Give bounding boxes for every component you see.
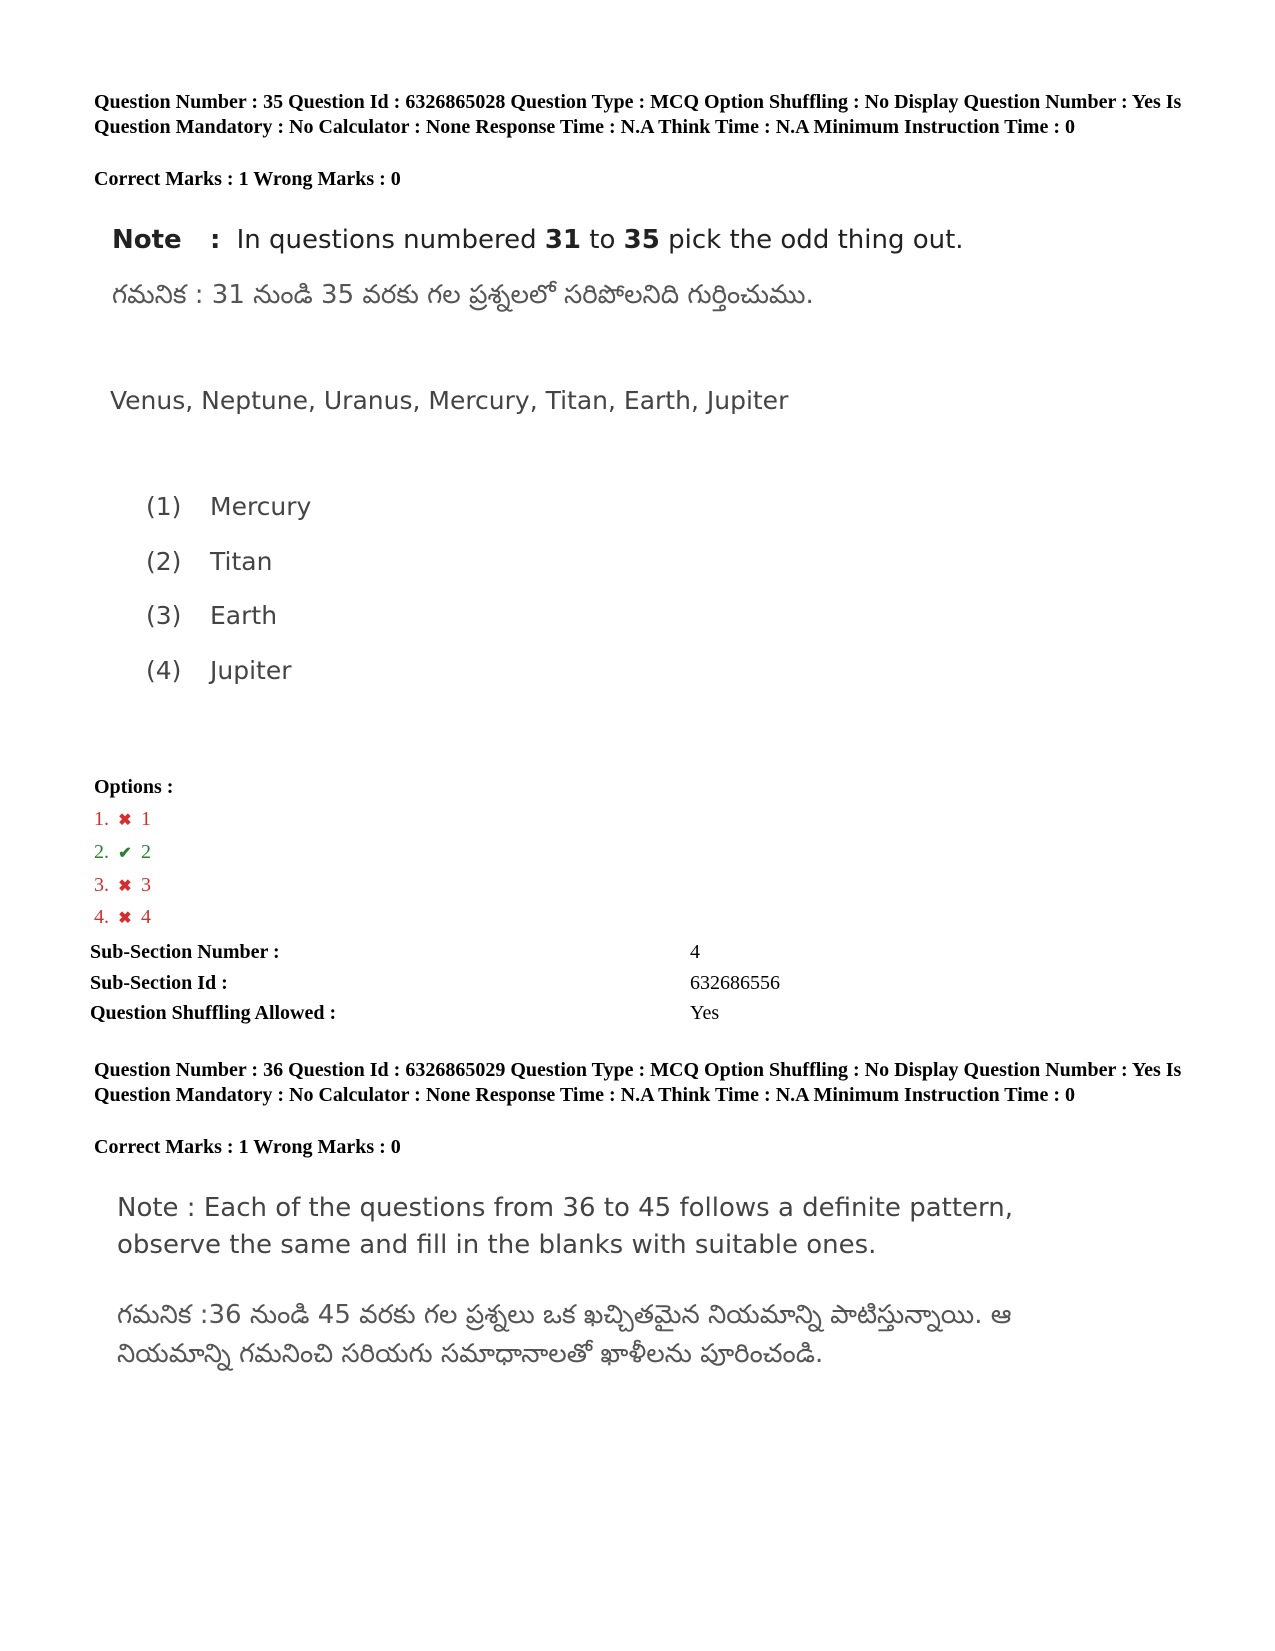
note-label: Note bbox=[112, 225, 182, 255]
choice-text: Jupiter bbox=[210, 656, 292, 685]
note-mid: to bbox=[589, 225, 616, 255]
choice-text: Titan bbox=[210, 547, 273, 576]
option-1 bbox=[94, 808, 151, 831]
option-value: 3 bbox=[141, 874, 151, 896]
note-post: pick the odd thing out. bbox=[668, 225, 964, 255]
option-2 bbox=[94, 841, 151, 864]
note-colon: : bbox=[209, 225, 221, 255]
note-n1: 31 bbox=[544, 225, 582, 255]
sub-section-id-row bbox=[90, 972, 780, 995]
choice-num: (2) bbox=[146, 547, 182, 576]
question-36-marks: Correct Marks : 1 Wrong Marks : 0 bbox=[94, 1136, 401, 1158]
wrong-icon: ✖ bbox=[118, 812, 132, 829]
choice-3 bbox=[146, 601, 277, 630]
choice-num: (4) bbox=[146, 656, 182, 685]
question-36-meta: Question Number : 36 Question Id : 6326865029 Question Type : MCQ Option Shuffling : No Display Question Number : Yes Is Question Mandatory : No Calculator : None Response Time : N.A Think Time : N.A Minimum Instruction Time : 0 bbox=[94, 1059, 1182, 1106]
option-index: 1. bbox=[94, 808, 109, 830]
option-value: 4 bbox=[141, 906, 151, 928]
question-shuffling-label: Question Shuffling Allowed : bbox=[90, 1002, 337, 1024]
options-label: Options : bbox=[94, 776, 174, 798]
choice-num: (1) bbox=[146, 492, 182, 521]
sub-section-id-label: Sub-Section Id : bbox=[90, 972, 228, 994]
choice-text: Mercury bbox=[210, 492, 312, 521]
question-35-meta: Question Number : 35 Question Id : 6326865028 Question Type : MCQ Option Shuffling : No Display Question Number : Yes Is Question Mandatory : No Calculator : None Response Time : N.A Think Time : N.A Minimum Instruction Time : 0 bbox=[94, 91, 1182, 138]
note-pre: In questions numbered bbox=[236, 225, 537, 255]
question-35-telugu-note: గమనిక : 31 నుండి 35 వరకు గల ప్రశ్నలలో సరిపోలనిది గుర్తించుము. bbox=[112, 280, 814, 310]
question-36-note: Note : Each of the questions from 36 to 45 follows a definite pattern, observe the same and fill in the blanks with suitable ones. bbox=[117, 1193, 1013, 1260]
question-shuffling-row bbox=[90, 1002, 719, 1025]
sub-section-number-row bbox=[90, 941, 700, 964]
sub-section-id-value: 632686556 bbox=[690, 972, 780, 994]
option-value: 1 bbox=[141, 808, 151, 830]
choice-text: Earth bbox=[210, 601, 278, 630]
question-35-series: Venus, Neptune, Uranus, Mercury, Titan, Earth, Jupiter bbox=[110, 386, 789, 415]
note-n2: 35 bbox=[623, 225, 660, 255]
option-3 bbox=[94, 874, 151, 897]
option-index: 4. bbox=[94, 906, 109, 928]
check-icon: ✔ bbox=[118, 845, 132, 862]
choice-4 bbox=[146, 656, 292, 685]
choice-1 bbox=[146, 492, 311, 521]
sub-section-number-label: Sub-Section Number : bbox=[90, 941, 280, 963]
question-shuffling-value: Yes bbox=[690, 1002, 720, 1024]
wrong-icon: ✖ bbox=[118, 878, 132, 895]
question-35-note bbox=[112, 225, 964, 255]
choice-num: (3) bbox=[146, 601, 182, 630]
wrong-icon: ✖ bbox=[118, 910, 132, 927]
option-value: 2 bbox=[141, 841, 151, 863]
question-35-marks: Correct Marks : 1 Wrong Marks : 0 bbox=[94, 168, 401, 190]
sub-section-number-value: 4 bbox=[690, 941, 700, 963]
option-4 bbox=[94, 906, 151, 929]
option-index: 3. bbox=[94, 874, 109, 896]
question-36-telugu-note: గమనిక :36 నుండి 45 వరకు గల ప్రశ్నలు ఒక ఖచ్చితమైన నియమాన్ని పాటిస్తున్నాయి. ఆ నియమాన్ని గమనించి సరియగు సమాధానాలతో ఖాళీలను పూరించండి. bbox=[117, 1300, 1012, 1369]
option-index: 2. bbox=[94, 841, 109, 863]
choice-2 bbox=[146, 547, 272, 576]
